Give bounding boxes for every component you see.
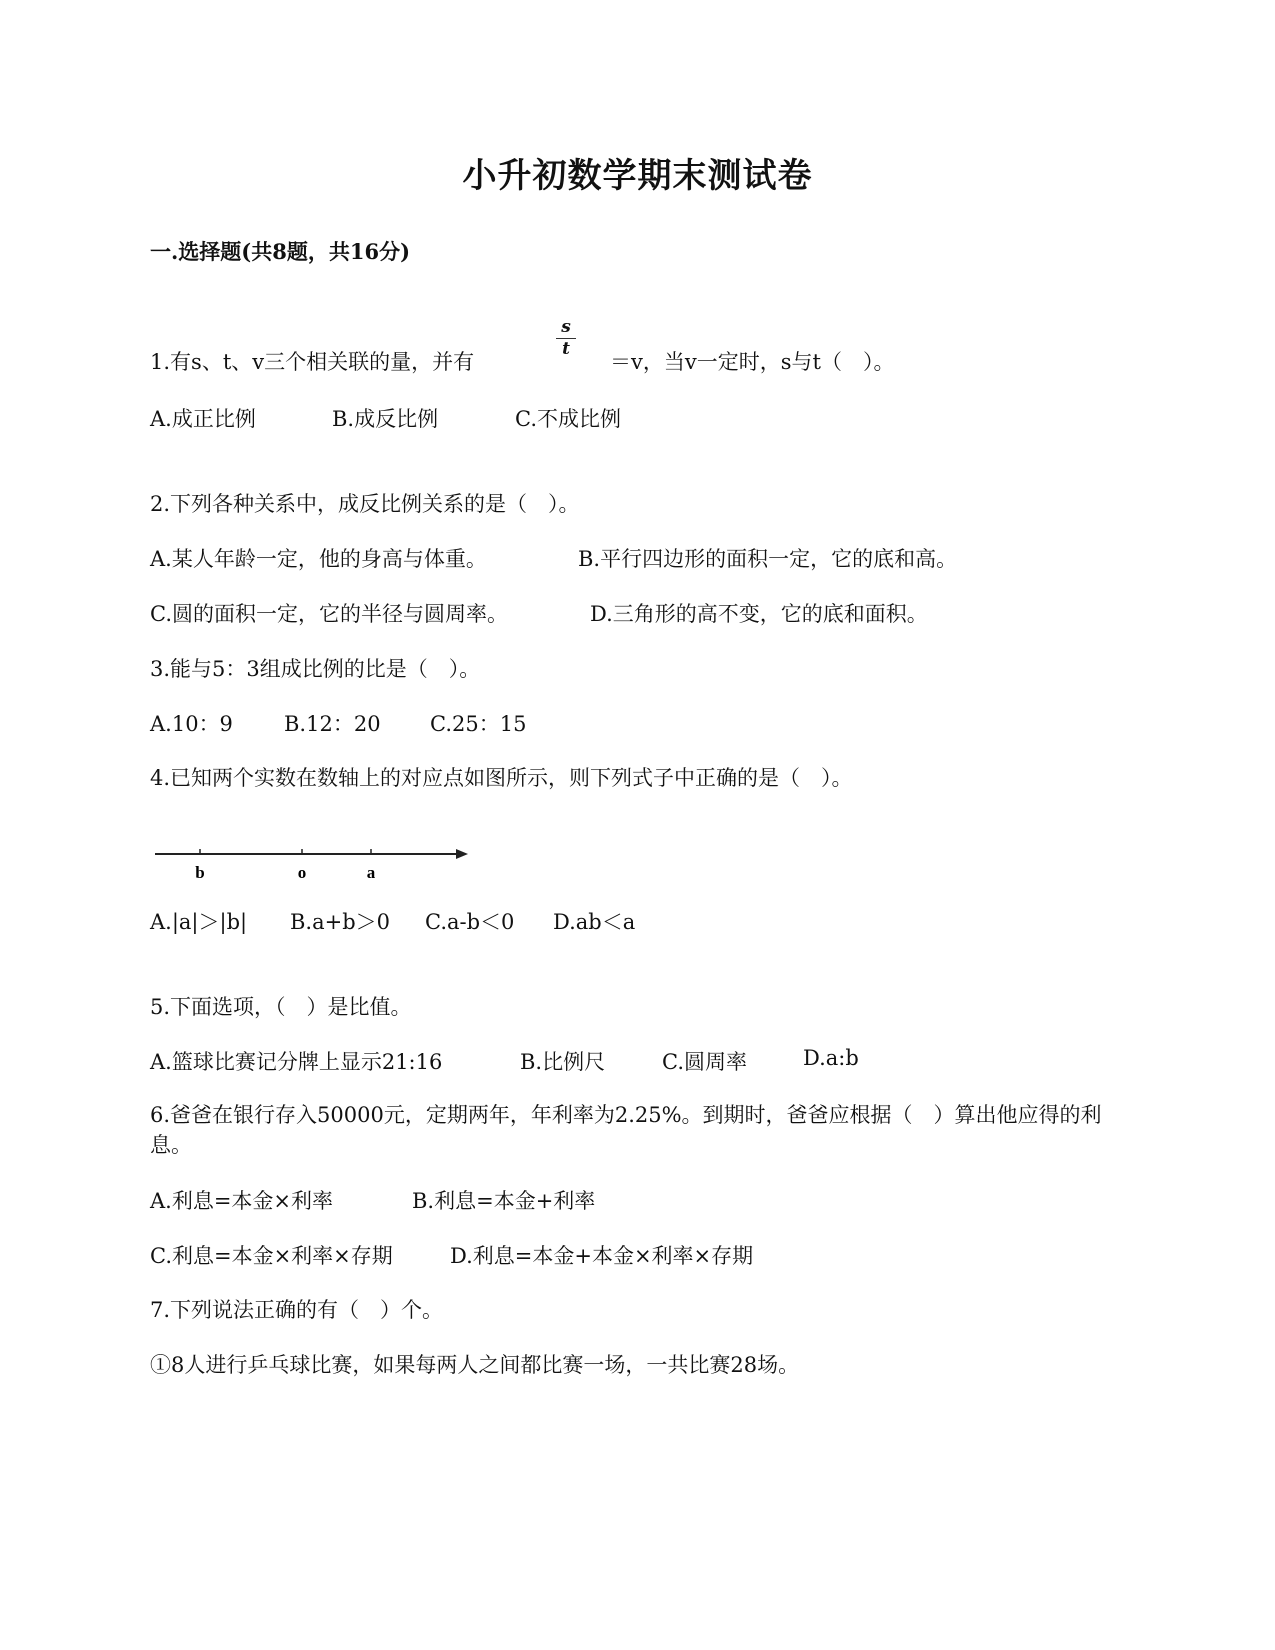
q1-option-c: C.不成比例 bbox=[515, 407, 621, 431]
q1-fraction bbox=[556, 318, 576, 359]
q1-frac-numerator: s bbox=[561, 317, 571, 337]
q4-option-d: D.ab＜a bbox=[553, 910, 636, 934]
q3-stem: 3.能与5：3组成比例的比是（ ）。 bbox=[150, 657, 481, 681]
q5-option-d: D.a:b bbox=[803, 1046, 859, 1070]
q2-stem: 2.下列各种关系中，成反比例关系的是（ ）。 bbox=[150, 492, 580, 516]
q3-option-a: A.10：9 bbox=[150, 712, 233, 736]
q5-option-c: C.圆周率 bbox=[662, 1050, 747, 1074]
q2-option-d: D.三角形的高不变，它的底和面积。 bbox=[590, 602, 928, 626]
q1-frac-denominator: t bbox=[562, 339, 570, 359]
q4-option-a: A.|a|＞|b| bbox=[150, 910, 248, 934]
q1-stem-before: 1.有s、t、v三个相关联的量，并有 bbox=[150, 350, 475, 374]
q5-option-b: B.比例尺 bbox=[520, 1050, 606, 1074]
q2-option-c: C.圆的面积一定，它的半径与圆周率。 bbox=[150, 602, 508, 626]
axis-label-o: o bbox=[297, 863, 307, 882]
axis-label-a: a bbox=[366, 863, 376, 882]
number-line-figure bbox=[150, 840, 480, 890]
q6-option-d: D.利息=本金+本金×利率×存期 bbox=[450, 1244, 754, 1268]
q4-stem: 4.已知两个实数在数轴上的对应点如图所示，则下列式子中正确的是（ ）。 bbox=[150, 766, 853, 790]
q6-option-c: C.利息=本金×利率×存期 bbox=[150, 1244, 393, 1268]
q7-item-1: ①8人进行乒乓球比赛，如果每两人之间都比赛一场，一共比赛28场。 bbox=[150, 1353, 800, 1377]
q7-stem: 7.下列说法正确的有（ ）个。 bbox=[150, 1298, 444, 1322]
axis-label-b: b bbox=[195, 863, 205, 882]
arrow-head-icon bbox=[456, 849, 468, 859]
q6-stem: 6.爸爸在银行存入50000元，定期两年，年利率为2.25%。到期时，爸爸应根据（ ）算出他应得的利息。 bbox=[150, 1103, 1102, 1157]
q5-option-a: A.篮球比赛记分牌上显示21:16 bbox=[150, 1050, 443, 1074]
q1-option-a: A.成正比例 bbox=[150, 407, 256, 431]
page-title: 小升初数学期末测试卷 bbox=[462, 156, 813, 196]
section-heading: 一.选择题(共8题，共16分) bbox=[150, 239, 411, 264]
q1-option-b: B.成反比例 bbox=[332, 407, 439, 431]
q5-stem: 5.下面选项，（ ）是比值。 bbox=[150, 995, 412, 1019]
q3-option-c: C.25：15 bbox=[430, 712, 527, 736]
q3-option-b: B.12：20 bbox=[284, 712, 381, 736]
q6-option-a: A.利息=本金×利率 bbox=[150, 1189, 334, 1213]
q6-option-b: B.利息=本金+利率 bbox=[412, 1189, 596, 1213]
q2-option-b: B.平行四边形的面积一定，它的底和高。 bbox=[578, 547, 958, 571]
q4-option-c: C.a-b＜0 bbox=[425, 910, 515, 934]
q1-stem-after: ＝v，当v一定时，s与t（ ）。 bbox=[610, 350, 895, 374]
q4-option-b: B.a+b＞0 bbox=[290, 910, 391, 934]
q2-option-a: A.某人年龄一定，他的身高与体重。 bbox=[150, 547, 487, 571]
